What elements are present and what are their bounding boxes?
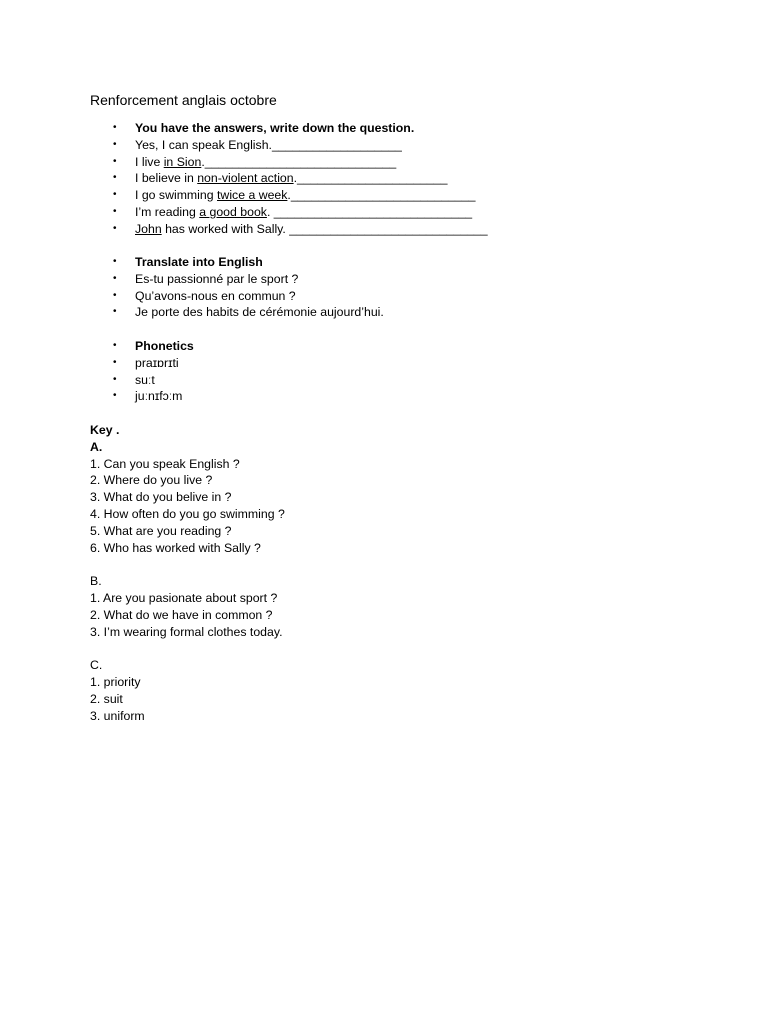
- answer-blank: ______________________: [297, 171, 448, 186]
- item-text: juːnɪfɔːm: [135, 389, 183, 404]
- key-section-label: A.: [90, 439, 103, 454]
- list-item: [0, 154, 768, 171]
- item-pre: I go swimming: [135, 188, 218, 203]
- item-text: Es-tu passionné par le sport ?: [135, 271, 299, 286]
- bullet-icon: •: [113, 122, 117, 133]
- bullet-icon: •: [113, 256, 117, 267]
- bullet-icon: •: [113, 390, 117, 402]
- item-text: suːt: [135, 372, 155, 387]
- item-text: praɪɒrɪti: [135, 355, 179, 370]
- list-item: [0, 204, 768, 221]
- bullet-icon: •: [113, 172, 117, 184]
- item-pre: Yes, I can speak English.: [135, 137, 272, 152]
- key-answer: 2. suit: [90, 691, 123, 706]
- bullet-icon: •: [113, 356, 117, 368]
- list-item: [0, 288, 768, 305]
- key-answer: 2. Where do you live ?: [90, 473, 213, 488]
- section-heading: Phonetics: [135, 339, 194, 353]
- key-heading: Key .: [90, 423, 120, 437]
- bullet-icon: •: [113, 138, 117, 150]
- bullet-icon: •: [113, 205, 117, 217]
- key-answer: 2. What do we have in common ?: [90, 607, 273, 622]
- list-item: [0, 137, 768, 154]
- list-item: [0, 388, 768, 405]
- item-text: [135, 221, 488, 238]
- answer-blank: ___________________________: [290, 188, 476, 203]
- item-post: .: [287, 188, 291, 203]
- section-questions: [0, 120, 768, 238]
- list-item: [0, 304, 768, 321]
- item-pre: I live: [135, 154, 164, 169]
- key-answer: 1. Are you pasionate about sport ?: [90, 590, 278, 605]
- bullet-icon: •: [113, 306, 117, 318]
- list-item-heading: [0, 120, 768, 137]
- bullet-icon: •: [113, 155, 117, 167]
- list-item-heading: [0, 254, 768, 271]
- answer-blank: _____________________________: [273, 204, 473, 219]
- key-answer: 4. How often do you go swimming ?: [90, 506, 285, 521]
- section-translate: [0, 254, 768, 321]
- item-underlined: a good book: [199, 204, 267, 219]
- key-section-label: C.: [90, 658, 103, 673]
- list-item: [0, 221, 768, 238]
- key-answer: 3. uniform: [90, 708, 145, 723]
- document-title: Renforcement anglais octobre: [90, 92, 277, 108]
- item-text: Je porte des habits de cérémonie aujourd’hui.: [135, 305, 384, 320]
- bullet-icon: •: [113, 289, 117, 301]
- spacer: [90, 640, 285, 657]
- item-text: Qu’avons-nous en commun ?: [135, 288, 296, 303]
- key-answer: 6. Who has worked with Sally ?: [90, 540, 261, 555]
- list-item: [0, 170, 768, 187]
- answer-key: [90, 422, 285, 724]
- key-answer: 1. Can you speak English ?: [90, 456, 240, 471]
- item-pre: I’m reading: [135, 204, 200, 219]
- answer-blank: ___________________: [271, 137, 402, 152]
- bullet-icon: •: [113, 340, 117, 351]
- item-text: [135, 187, 476, 204]
- answer-blank: ____________________________: [204, 154, 397, 169]
- bullet-icon: •: [113, 373, 117, 385]
- section-phonetics: [0, 338, 768, 405]
- item-underlined: non-violent action: [197, 171, 294, 186]
- item-text: [135, 137, 402, 154]
- item-text: [135, 170, 448, 187]
- spacer: [90, 556, 285, 573]
- item-post: .: [201, 154, 205, 169]
- item-text: [135, 154, 396, 171]
- key-answer: 5. What are you reading ?: [90, 523, 232, 538]
- list-item: [0, 372, 768, 389]
- bullet-icon: •: [113, 272, 117, 284]
- item-underlined: in Sion: [163, 154, 202, 169]
- item-post: has worked with Sally.: [161, 221, 290, 236]
- list-item-heading: [0, 338, 768, 355]
- key-answer: 1. priority: [90, 674, 141, 689]
- item-underlined: John: [135, 221, 162, 236]
- item-post: .: [266, 204, 274, 219]
- key-answer: 3. What do you belive in ?: [90, 490, 232, 505]
- item-pre: I believe in: [135, 171, 198, 186]
- key-answer: 3. I’m wearing formal clothes today.: [90, 624, 283, 639]
- key-section-label: B.: [90, 574, 102, 589]
- section-heading: You have the answers, write down the question.: [135, 121, 415, 135]
- bullet-icon: •: [113, 222, 117, 234]
- list-item: [0, 271, 768, 288]
- section-heading: Translate into English: [135, 255, 263, 269]
- list-item: [0, 355, 768, 372]
- item-post: .: [293, 171, 298, 186]
- list-item: [0, 187, 768, 204]
- item-text: [135, 204, 472, 221]
- bullet-icon: •: [113, 189, 117, 201]
- item-underlined: twice a week: [217, 188, 288, 203]
- answer-blank: _____________________________: [289, 221, 488, 236]
